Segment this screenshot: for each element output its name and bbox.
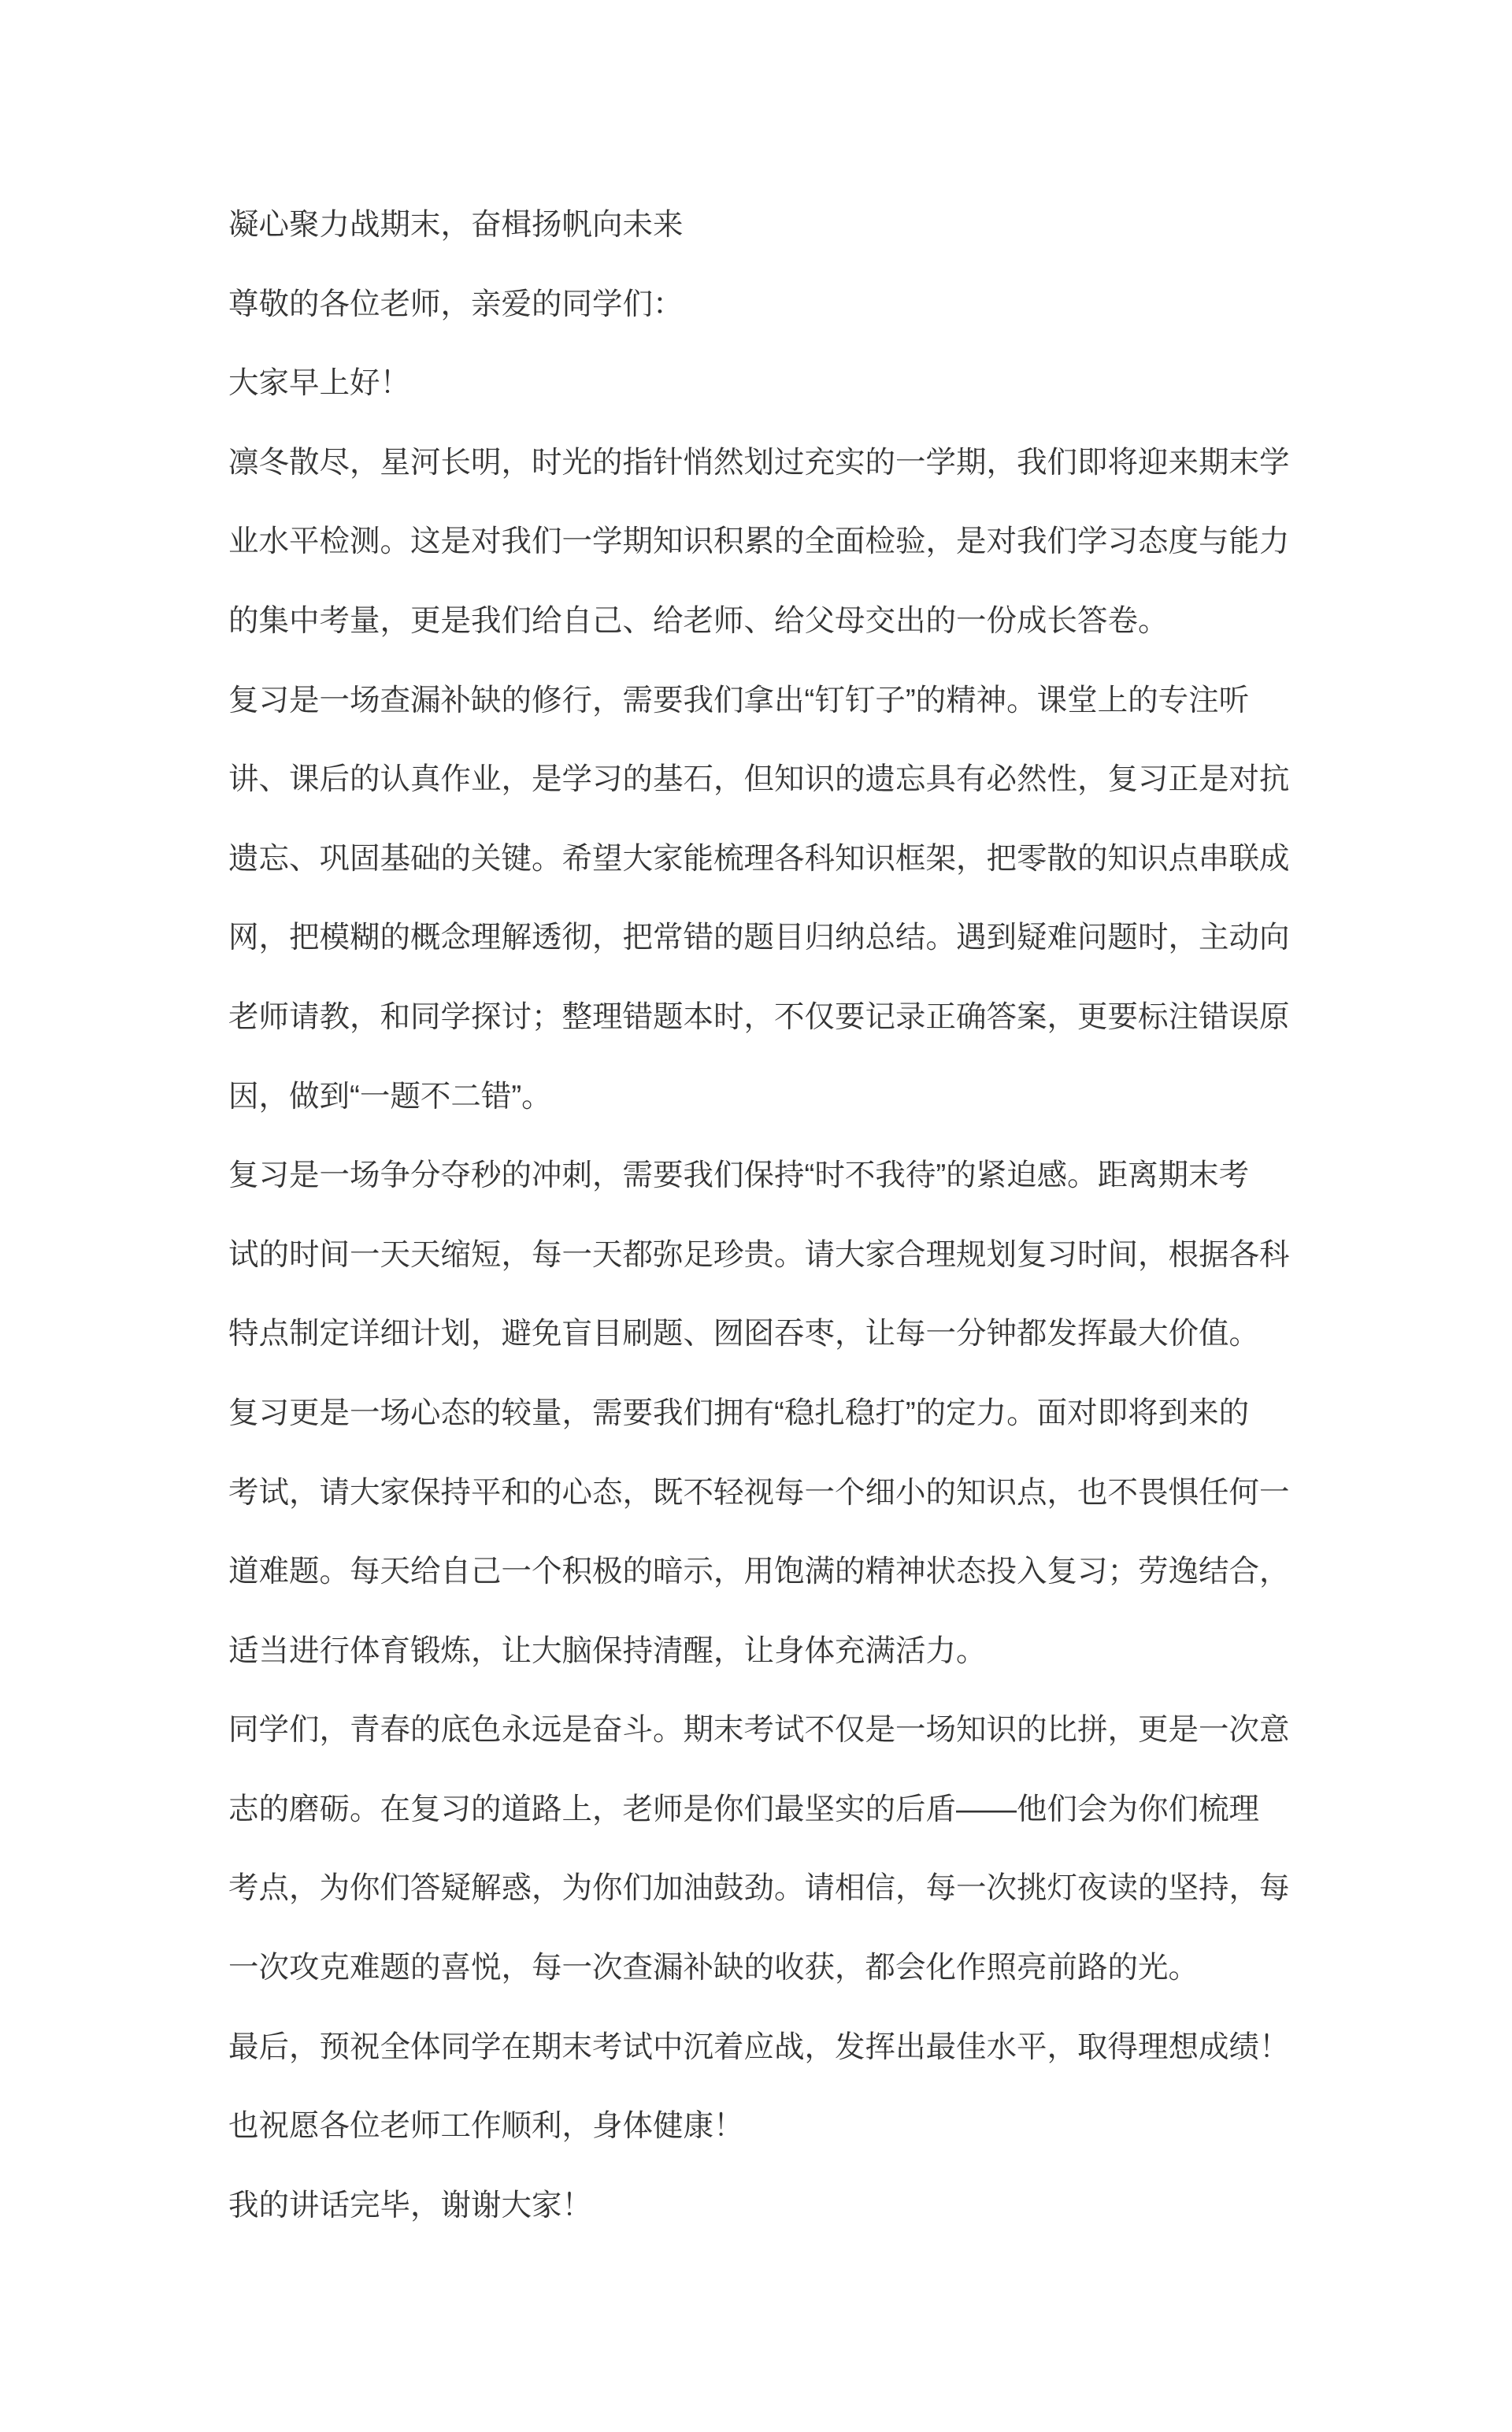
para-opening xyxy=(228,424,1307,662)
text-line: 遗忘、巩固基础的关键。希望大家能梳理各科知识框架，把零散的知识点串联成 xyxy=(228,841,1290,876)
text-line: 讲、课后的认真作业，是学习的基石，但知识的遗忘具有必然性，复习正是对抗 xyxy=(228,762,1290,797)
text-line: 最后，预祝全体同学在期末考试中沉着应战，发挥出最佳水平，取得理想成绩！ xyxy=(228,2030,1290,2064)
text-line: 复习更是一场心态的较量，需要我们拥有“稳扎稳打”的定力。面对即将到来的 xyxy=(228,1396,1250,1430)
text-line: 也祝愿各位老师工作顺利，身体健康！ xyxy=(228,2109,744,2144)
text-line: 特点制定详细计划，避免盲目刷题、囫囵吞枣，让每一分钟都发挥最大价值。 xyxy=(228,1317,1260,1351)
text-line: 尊敬的各位老师，亲爱的同学们： xyxy=(228,287,684,321)
text-line: 考试，请大家保持平和的心态，既不轻视每一个细小的知识点，也不畏惧任何一 xyxy=(228,1475,1290,1510)
text-line: 试的时间一天天缩短，每一天都弥足珍贵。请大家合理规划复习时间，根据各科 xyxy=(228,1237,1290,1272)
para-sprint xyxy=(228,1136,1307,1374)
text-line: 网，把模糊的概念理解透彻，把常错的题目归纳总结。遇到疑难问题时，主动向 xyxy=(228,921,1290,955)
title xyxy=(228,186,1307,265)
text-line: 大家早上好！ xyxy=(228,366,411,401)
text-line: 志的磨砺。在复习的道路上，老师是你们最坚实的后盾——他们会为你们梳理 xyxy=(228,1792,1260,1826)
para-review-practice xyxy=(228,662,1307,1137)
text-line: 凝心聚力战期末，奋楫扬帆向未来 xyxy=(228,208,684,242)
text-line: 的集中考量，更是我们给自己、给老师、给父母交出的一份成长答卷。 xyxy=(228,603,1169,638)
text-line: 因，做到“一题不二错”。 xyxy=(228,1079,552,1114)
text-line: 复习是一场查漏补缺的修行，需要我们拿出“钉钉子”的精神。课堂上的专注听 xyxy=(228,683,1250,717)
text-line: 考点，为你们答疑解惑，为你们加油鼓劲。请相信，每一次挑灯夜读的坚持，每 xyxy=(228,1871,1290,1906)
para-wishes xyxy=(228,2008,1307,2167)
greeting xyxy=(228,344,1307,424)
text-line: 老师请教，和同学探讨；整理错题本时，不仅要记录正确答案，更要标注错误原 xyxy=(228,999,1290,1034)
document-body xyxy=(228,186,1307,2245)
salutation xyxy=(228,265,1307,345)
text-line: 同学们，青春的底色永远是奋斗。期末考试不仅是一场知识的比拼，更是一次意 xyxy=(228,1713,1290,1748)
text-line: 我的讲话完毕，谢谢大家！ xyxy=(228,2188,593,2223)
text-line: 凛冬散尽，星河长明，时光的指针悄然划过充实的一学期，我们即将迎来期末学 xyxy=(228,445,1290,480)
closing xyxy=(228,2167,1307,2246)
text-line: 复习是一场争分夺秒的冲刺，需要我们保持“时不我待”的紧迫感。距离期末考 xyxy=(228,1159,1250,1193)
text-line: 业水平检测。这是对我们一学期知识积累的全面检验，是对我们学习态度与能力 xyxy=(228,525,1290,559)
text-line: 适当进行体育锻炼，让大脑保持清醒，让身体充满活力。 xyxy=(228,1633,987,1668)
para-encourage xyxy=(228,1691,1307,2008)
text-line: 道难题。每天给自己一个积极的暗示，用饱满的精神状态投入复习；劳逸结合， xyxy=(228,1555,1290,1589)
text-line: 一次攻克难题的喜悦，每一次查漏补缺的收获，都会化作照亮前路的光。 xyxy=(228,1951,1199,1985)
para-mindset xyxy=(228,1374,1307,1691)
